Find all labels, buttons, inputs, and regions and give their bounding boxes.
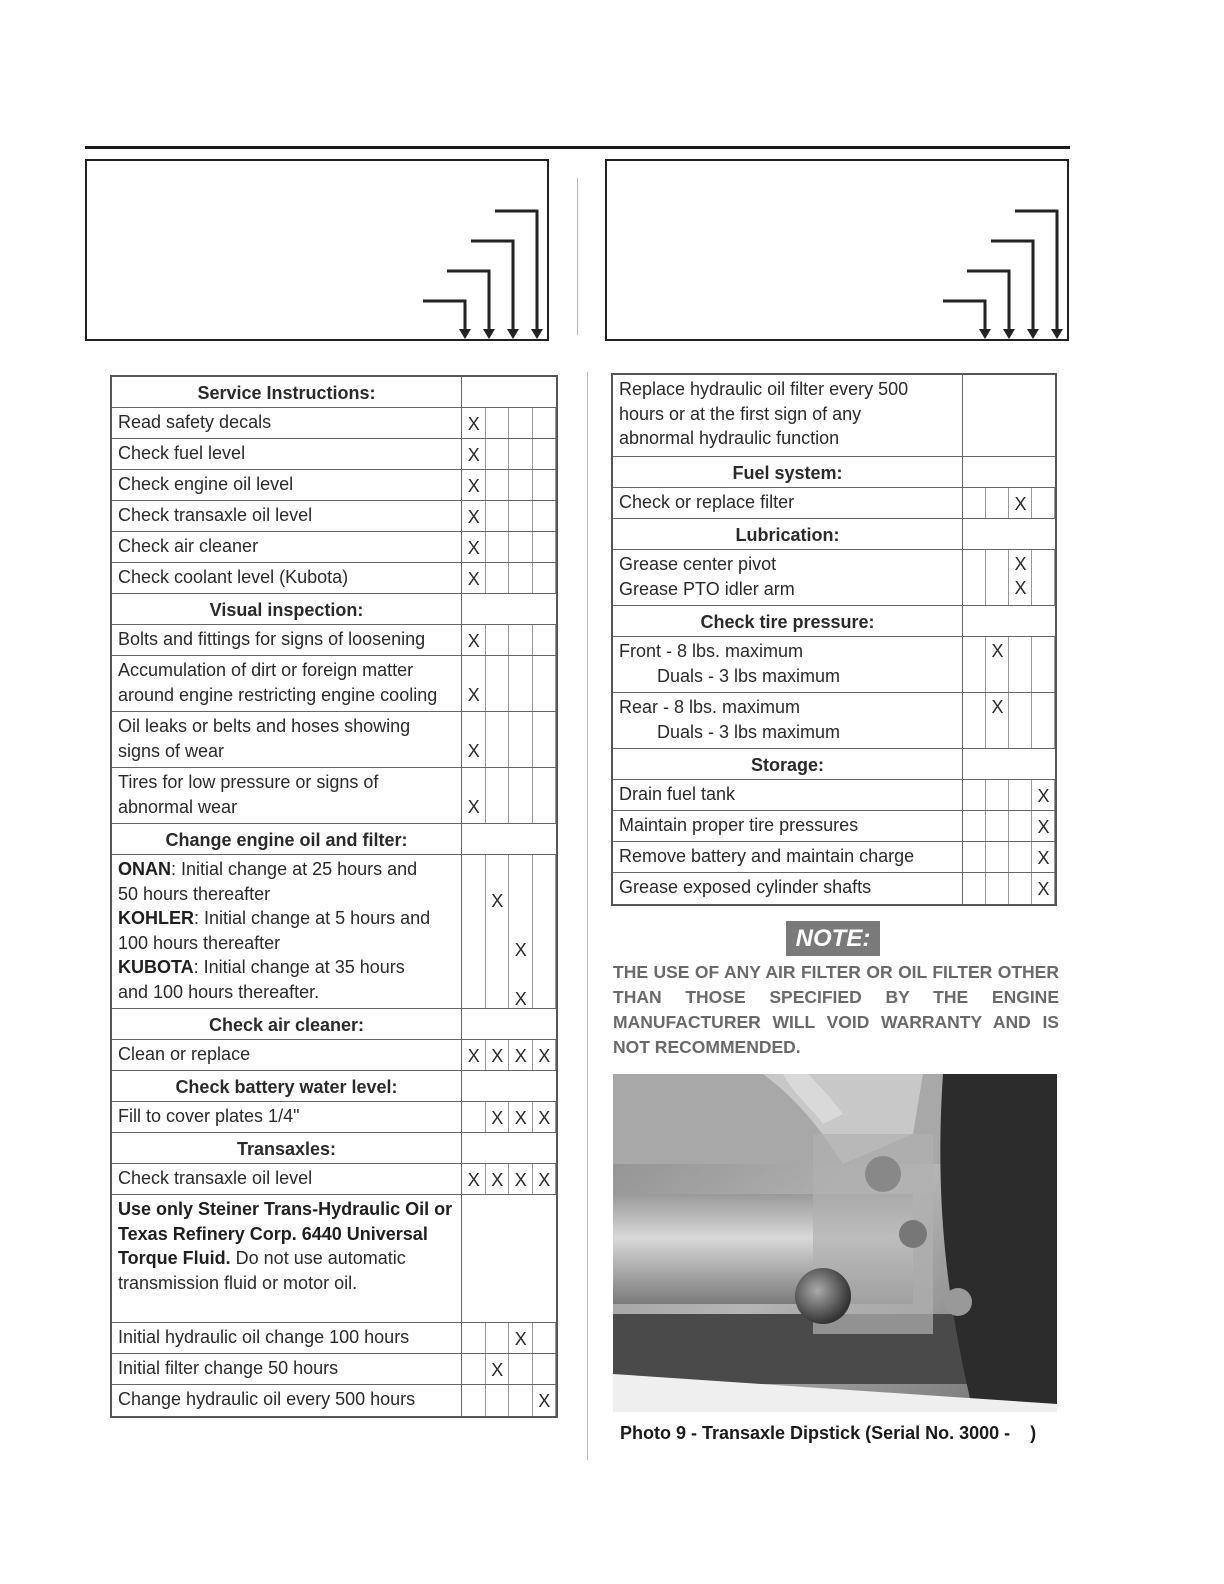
frequency-cell [533,712,557,767]
frequency-cell [486,563,510,593]
note-text: THE USE OF ANY AIR FILTER OR OIL FILTER OTHER THAN THOSE SPECIFIED BY THE ENGINE MANUFACTURER WILL VOID WARRANTY AND IS NOT RECOMMENDED. [613,962,1059,1057]
section-title: Change engine oil and filter: [112,824,462,854]
row-label-line: signs of wear [118,740,225,761]
row-label [613,693,963,748]
table-row [613,811,1055,842]
warning-bold: Use only Steiner Trans-Hydraulic Oil or Texas Refinery Corp. 6440 Universal Torque Fluid. [118,1199,453,1268]
row-label-line: Replace hydraulic oil filter every 500 [619,379,909,399]
section-header-row [112,824,556,855]
table-row [613,693,1055,749]
row-label-line: Grease center pivot [619,554,777,574]
frequency-cell [462,1354,486,1384]
section-header-row [112,1071,556,1102]
section-title: Fuel system: [613,457,963,487]
table-row [112,1040,556,1071]
frequency-cell [462,1102,486,1132]
row-label: Check coolant level (Kubota) [112,563,462,593]
maintenance-table-left [110,375,558,1418]
frequency-cell [963,873,986,904]
row-label-line: Oil leaks or belts and hoses showing [118,716,411,736]
frequency-cell [509,625,533,655]
frequency-cell [986,811,1009,841]
row-label [613,550,963,605]
frequency-cell [509,532,533,562]
frequency-cell [486,855,510,1008]
table-row [112,470,556,501]
table-row [112,625,556,656]
row-label: Maintain proper tire pressures [613,811,963,841]
table-row [613,780,1055,811]
section-title: Check air cleaner: [112,1009,462,1039]
frequency-cell [1032,693,1055,748]
engine-brand: ONAN [118,859,171,879]
section-header-row [613,606,1055,637]
table-row [112,563,556,594]
frequency-cell [486,439,510,469]
row-label: Initial filter change 50 hours [112,1354,462,1384]
frequency-cell [509,1385,533,1416]
table-row [112,532,556,563]
check-mark: X [467,537,480,558]
table-row [613,637,1055,693]
table-row [112,712,556,768]
table-row [112,1164,556,1195]
frequency-cell [963,780,986,810]
frequency-cell [509,1354,533,1384]
check-mark: X [467,413,480,434]
row-label: Drain fuel tank [613,780,963,810]
check-mark: X [538,1169,551,1190]
column-divider [587,372,588,1460]
frequency-cell [1009,780,1032,810]
row-label-line: hours or at the first sign of any [619,403,862,424]
section-header-row [613,457,1055,488]
frequency-cell [533,408,557,438]
frequency-cell [533,470,557,500]
engine-entry-line [118,955,455,980]
frequency-cell [533,625,557,655]
check-mark: X [467,685,480,705]
check-mark: X [467,1169,480,1190]
frequency-cell [963,550,986,605]
check-mark: X [491,1169,504,1190]
frequency-cell [986,550,1009,605]
frequency-cell [1032,637,1055,692]
frequency-cell [1032,488,1055,518]
check-mark: X [1037,816,1050,837]
row-label: Check transaxle oil level [112,501,462,531]
frequency-cell [533,855,557,1008]
row-label-line: Duals - 3 lbs maximum [657,721,841,742]
check-mark: X [514,1045,527,1066]
frequency-header-right [605,159,1069,341]
table-row [613,550,1055,606]
frequency-cell [509,768,533,823]
row-label: Check air cleaner [112,532,462,562]
frequency-cell [1009,873,1032,904]
table-row [613,873,1055,904]
engine-text: : Initial change at 5 hours and [194,908,431,928]
check-mark: X [514,940,527,960]
frequency-cell [509,563,533,593]
table-row [613,488,1055,519]
table-row [112,656,556,712]
frequency-arrows-icon [607,161,1071,343]
frequency-cell [509,501,533,531]
row-label: Check engine oil level [112,470,462,500]
engine-entry-line [118,906,455,931]
frequency-cell [533,501,557,531]
header-rule [85,146,1070,149]
frequency-cell [462,1323,486,1353]
frequency-cell [509,470,533,500]
frequency-cell [1009,693,1032,748]
frequency-cell [533,439,557,469]
section-title: Transaxles: [112,1133,462,1163]
frequency-cell [486,625,510,655]
frequency-cell [963,637,986,692]
table-row [112,1354,556,1385]
section-header-row [613,519,1055,550]
section-header-row [112,377,556,408]
table-row [112,1102,556,1133]
row-label: Bolts and fittings for signs of loosening [112,625,462,655]
frequency-cell [486,470,510,500]
frequency-cell [1009,637,1032,692]
frequency-cell [486,1385,510,1416]
check-mark: X [991,641,1004,661]
section-title: Lubrication: [613,519,963,549]
row-label-line: Tires for low pressure or signs of [118,772,379,792]
frequency-cell [533,1323,557,1353]
check-mark: X [991,697,1004,717]
frequency-cell [986,842,1009,872]
row-label-line: abnormal wear [118,796,238,817]
section-header-row [112,1009,556,1040]
frequency-cell [986,873,1009,904]
section-title: Service Instructions: [112,377,462,407]
frequency-cell [1009,842,1032,872]
frequency-cell [963,488,986,518]
check-mark: X [1037,785,1050,806]
check-mark: X [538,1045,551,1066]
check-mark: X [467,568,480,589]
frequency-cell [462,1385,486,1416]
frequency-cell [986,780,1009,810]
engine-text: : Initial change at 25 hours and [171,859,418,879]
row-label-line: Accumulation of dirt or foreign matter [118,660,414,680]
frequency-cell [963,842,986,872]
row-label: Initial hydraulic oil change 100 hours [112,1323,462,1353]
row-label [112,656,462,711]
section-title: Check battery water level: [112,1071,462,1101]
frequency-cell [462,855,486,1008]
check-mark: X [1037,878,1050,899]
check-mark: X [491,1107,504,1128]
check-mark: X [514,1107,527,1128]
engine-entry-line: 100 hours thereafter [118,932,281,953]
row-label: Remove battery and maintain charge [613,842,963,872]
transaxle-dipstick-photo [613,1074,1057,1412]
section-header-row [112,1133,556,1164]
engine-entry-line [118,857,455,882]
frequency-cell [486,1323,510,1353]
check-mark: X [491,1045,504,1066]
frequency-arrows-icon [87,161,551,343]
frequency-cell [509,855,533,1008]
frequency-cell [533,1354,557,1384]
table-row [112,768,556,824]
frequency-cell [509,712,533,767]
column-divider-top [577,178,578,335]
frequency-cell [986,488,1009,518]
check-mark: X [467,506,480,527]
frequency-cell [533,656,557,711]
frequency-cell [486,712,510,767]
section-title: Check tire pressure: [613,606,963,636]
frequency-cell [509,408,533,438]
row-label: Fill to cover plates 1/4" [112,1102,462,1132]
engine-brand: KOHLER [118,908,194,928]
section-header-row [613,749,1055,780]
check-mark: X [1014,493,1027,514]
frequency-header-left [85,159,549,341]
row-label-line: around engine restricting engine cooling [118,684,438,705]
table-row [112,408,556,439]
row-label [112,855,462,1008]
frequency-cell [963,693,986,748]
row-label-line: Front - 8 lbs. maximum [619,641,804,661]
frequency-cell [533,532,557,562]
row-label: Change hydraulic oil every 500 hours [112,1385,462,1416]
frequency-cell [509,656,533,711]
check-mark: X [467,630,480,651]
table-row [112,501,556,532]
row-label: Clean or replace [112,1040,462,1070]
row-label [112,768,462,823]
table-row [112,1195,556,1323]
maintenance-table-right [611,373,1057,906]
row-label [112,712,462,767]
frequency-cell [486,768,510,823]
check-mark: X [514,1328,527,1349]
row-label-line: Grease PTO idler arm [619,578,795,599]
check-mark: X [491,1359,504,1380]
check-mark: X [491,891,504,911]
frequency-cell [486,408,510,438]
check-mark: X [538,1390,551,1411]
frequency-cell [533,768,557,823]
engine-brand: KUBOTA [118,957,194,977]
row-label: Check transaxle oil level [112,1164,462,1194]
engine-text: : Initial change at 35 hours [193,957,405,977]
check-mark: X [1014,554,1027,574]
warning-text: Do not use automatic transmission fluid or motor oil. [118,1248,406,1293]
check-mark: X [467,444,480,465]
engine-entry-line: and 100 hours thereafter. [118,981,320,1002]
frequency-cell [486,656,510,711]
photo-caption: Photo 9 - Transaxle Dipstick (Serial No. 3000 - ) [620,1423,1037,1443]
row-label [613,637,963,692]
engine-entry-line: 50 hours thereafter [118,883,271,904]
row-label-line: Rear - 8 lbs. maximum [619,697,801,717]
table-row [112,439,556,470]
row-label: Check fuel level [112,439,462,469]
frequency-cell [963,811,986,841]
frequency-cell [486,501,510,531]
frequency-cell [509,439,533,469]
section-title: Storage: [613,749,963,779]
row-label: Grease exposed cylinder shafts [613,873,963,904]
row-label [112,1195,462,1322]
table-row [613,842,1055,873]
row-label: Check or replace filter [613,488,963,518]
check-mark: X [514,989,527,1009]
section-title: Visual inspection: [112,594,462,624]
row-label [613,375,963,456]
row-label-line: Duals - 3 lbs maximum [657,665,841,686]
check-mark: X [1037,847,1050,868]
section-header-row [112,594,556,625]
check-mark: X [467,741,480,761]
check-mark: X [538,1107,551,1128]
table-row [613,375,1055,457]
table-row [112,1323,556,1354]
check-mark: X [467,475,480,496]
table-row [112,855,556,1009]
frequency-cell [1032,550,1055,605]
frequency-cell [1009,811,1032,841]
check-mark: X [514,1169,527,1190]
note-badge: NOTE: [786,921,880,956]
check-mark: X [467,1045,480,1066]
table-row [112,1385,556,1416]
photo-image [613,1074,1057,1412]
row-label-line: abnormal hydraulic function [619,428,840,448]
frequency-cell [533,563,557,593]
check-mark: X [467,797,480,817]
row-label: Read safety decals [112,408,462,438]
frequency-cell [486,532,510,562]
check-mark: X [1014,578,1027,598]
